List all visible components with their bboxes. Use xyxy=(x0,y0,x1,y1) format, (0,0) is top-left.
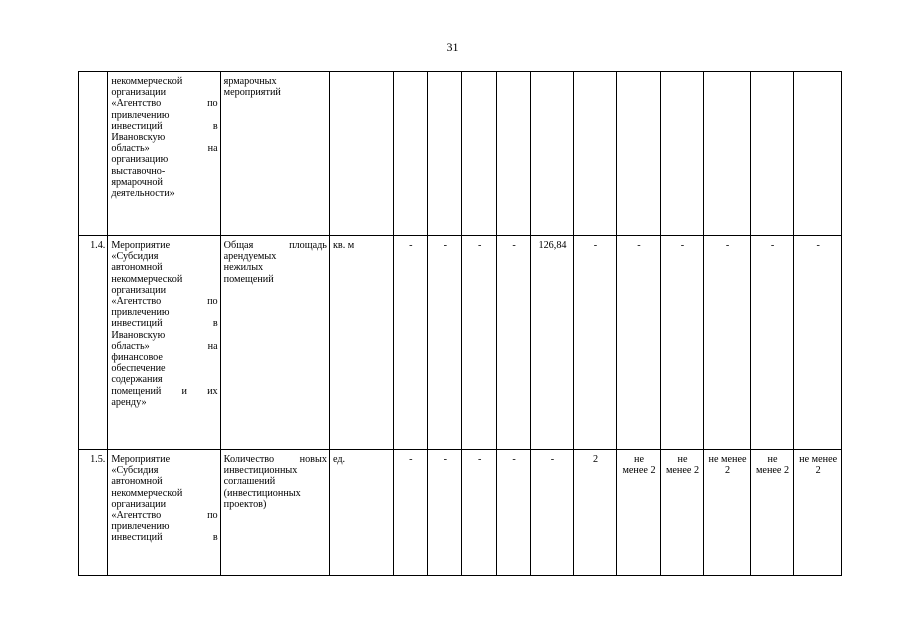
event-name-line xyxy=(111,454,217,465)
indicator-name-word: Количество xyxy=(223,454,275,465)
indicator-name-line xyxy=(224,87,327,98)
event-name-word: «Агентство xyxy=(111,510,162,522)
event-name-line xyxy=(111,330,217,341)
indicator-name-word: мероприятий xyxy=(223,87,281,99)
event-name-line xyxy=(111,188,217,199)
indicators-table xyxy=(78,71,842,576)
value-cell xyxy=(462,72,496,236)
indicator-name-word: проектов) xyxy=(223,498,267,510)
value-cell xyxy=(617,72,661,236)
value-cell xyxy=(704,72,751,236)
unit-cell: ед. xyxy=(329,450,393,576)
event-name-line xyxy=(111,154,217,165)
event-name-word: организации xyxy=(111,284,167,296)
event-name-word: организации xyxy=(111,87,167,99)
event-name-word: в xyxy=(212,120,218,132)
value-cell: - xyxy=(750,236,794,450)
event-name-line xyxy=(111,374,217,385)
event-name-line xyxy=(111,251,217,262)
event-name-word: автономной xyxy=(111,476,163,488)
value-cell: не менее 2 xyxy=(794,450,842,576)
event-name-word: деятельности» xyxy=(111,188,175,200)
indicator-name-line xyxy=(224,76,327,87)
indicator-name-cell xyxy=(220,236,329,450)
event-name-word: на xyxy=(207,143,218,155)
event-name-word: инвестиций xyxy=(111,532,163,544)
event-name-line xyxy=(111,499,217,510)
event-name-line xyxy=(111,110,217,121)
event-name-line xyxy=(111,363,217,374)
event-name-line xyxy=(111,87,217,98)
event-name-word: Мероприятие xyxy=(111,454,171,465)
event-name-line xyxy=(111,341,217,352)
event-name-word: организации xyxy=(111,498,167,510)
event-name-word: помещений xyxy=(111,385,162,397)
event-name-cell xyxy=(108,450,220,576)
indicator-name-line xyxy=(224,240,327,251)
event-name-word: «Агентство xyxy=(111,98,162,110)
indicator-name-word: помещений xyxy=(223,273,274,285)
event-name-line xyxy=(111,532,217,543)
event-name-word: по xyxy=(207,296,218,308)
indicator-name-line xyxy=(224,274,327,285)
value-cell: - xyxy=(428,236,462,450)
value-cell xyxy=(428,72,462,236)
event-name-word: привлечению xyxy=(111,109,170,121)
unit-cell: кв. м xyxy=(329,236,393,450)
value-cell: - xyxy=(531,450,574,576)
event-name-word: по xyxy=(207,98,218,110)
indicator-name-line xyxy=(224,465,327,476)
value-cell: - xyxy=(496,450,530,576)
event-name-word: ярмарочной xyxy=(111,176,163,188)
event-name-word: содержания xyxy=(111,374,163,386)
value-cell: - xyxy=(660,236,704,450)
value-cell: - xyxy=(428,450,462,576)
value-cell: - xyxy=(462,236,496,450)
indicator-name-line xyxy=(224,251,327,262)
event-name-line xyxy=(111,488,217,499)
row-number-cell: 1.5. xyxy=(79,450,108,576)
event-name-word: обеспечение xyxy=(111,363,166,375)
value-cell: не менее 2 xyxy=(704,450,751,576)
value-cell: - xyxy=(393,450,427,576)
table-row xyxy=(79,72,842,236)
event-name-word: инвестиций xyxy=(111,318,163,330)
event-name-word: Ивановскую xyxy=(111,329,166,341)
table-row xyxy=(79,450,842,576)
event-name-word: аренду» xyxy=(111,396,147,408)
event-name-word: их xyxy=(207,385,218,397)
event-name-cell xyxy=(108,72,220,236)
event-name-line xyxy=(111,397,217,408)
event-name-cell xyxy=(108,236,220,450)
event-name-word: по xyxy=(207,510,218,522)
event-name-line xyxy=(111,76,217,87)
value-cell: - xyxy=(704,236,751,450)
value-cell xyxy=(531,72,574,236)
event-name-line xyxy=(111,296,217,307)
value-cell: не менее 2 xyxy=(617,450,661,576)
value-cell: - xyxy=(462,450,496,576)
value-cell: - xyxy=(393,236,427,450)
indicator-name-word: Общая xyxy=(223,240,254,251)
value-cell xyxy=(660,72,704,236)
event-name-word: Мероприятие xyxy=(111,240,171,251)
event-name-word: некоммерческой xyxy=(111,487,183,499)
indicator-name-word: ярмарочных xyxy=(223,76,277,87)
event-name-word: область» xyxy=(111,143,150,155)
event-name-word: и xyxy=(181,385,187,397)
event-name-line xyxy=(111,476,217,487)
event-name-word: «Субсидия xyxy=(111,465,159,477)
event-name-line xyxy=(111,285,217,296)
indicator-name-line xyxy=(224,488,327,499)
table-row xyxy=(79,236,842,450)
event-name-word: автономной xyxy=(111,262,163,274)
event-name-word: организацию xyxy=(111,154,169,166)
indicator-name-word: арендуемых xyxy=(223,251,277,263)
value-cell: не менее 2 xyxy=(660,450,704,576)
indicator-name-word: (инвестиционных xyxy=(223,487,301,499)
event-name-line xyxy=(111,132,217,143)
event-name-word: на xyxy=(207,340,218,352)
value-cell xyxy=(573,72,617,236)
indicator-name-word: новых xyxy=(299,454,327,465)
event-name-line xyxy=(111,465,217,476)
event-name-word: в xyxy=(212,532,218,544)
value-cell xyxy=(496,72,530,236)
event-name-word: «Субсидия xyxy=(111,251,159,263)
event-name-word: некоммерческой xyxy=(111,273,183,285)
event-name-line xyxy=(111,307,217,318)
event-name-line xyxy=(111,143,217,154)
page-number: 31 xyxy=(446,40,459,54)
event-name-word: привлечению xyxy=(111,307,170,319)
indicator-name-word: нежилых xyxy=(223,262,264,274)
indicator-name-word: соглашений xyxy=(223,476,276,488)
row-number-cell xyxy=(79,72,108,236)
value-cell: - xyxy=(573,236,617,450)
indicator-name-cell xyxy=(220,72,329,236)
value-cell xyxy=(794,72,842,236)
indicator-name-line xyxy=(224,454,327,465)
event-name-word: финансовое xyxy=(111,352,163,364)
event-name-line xyxy=(111,352,217,363)
indicator-name-line xyxy=(224,476,327,487)
indicator-name-word: инвестиционных xyxy=(223,465,298,477)
indicator-name-line xyxy=(224,499,327,510)
event-name-line xyxy=(111,121,217,132)
value-cell: - xyxy=(617,236,661,450)
event-name-line xyxy=(111,521,217,532)
indicator-name-line xyxy=(224,262,327,273)
event-name-line xyxy=(111,177,217,188)
value-cell: - xyxy=(496,236,530,450)
value-cell: не менее 2 xyxy=(750,450,794,576)
value-cell xyxy=(750,72,794,236)
value-cell: 126,84 xyxy=(531,236,574,450)
row-number-cell: 1.4. xyxy=(79,236,108,450)
event-name-line xyxy=(111,240,217,251)
event-name-line xyxy=(111,510,217,521)
value-cell xyxy=(393,72,427,236)
event-name-word: «Агентство xyxy=(111,296,162,308)
event-name-line xyxy=(111,98,217,109)
event-name-word: некоммерческой xyxy=(111,76,183,87)
event-name-line xyxy=(111,262,217,273)
event-name-line xyxy=(111,318,217,329)
indicator-name-cell xyxy=(220,450,329,576)
unit-cell xyxy=(329,72,393,236)
event-name-word: область» xyxy=(111,340,150,352)
event-name-word: выставочно- xyxy=(111,165,166,177)
event-name-word: инвестиций xyxy=(111,120,163,132)
event-name-line xyxy=(111,386,217,397)
event-name-line xyxy=(111,274,217,285)
value-cell: - xyxy=(794,236,842,450)
indicator-name-word: площадь xyxy=(289,240,327,251)
table-body xyxy=(79,72,842,576)
event-name-word: в xyxy=(212,318,218,330)
value-cell: 2 xyxy=(573,450,617,576)
event-name-line xyxy=(111,166,217,177)
event-name-word: привлечению xyxy=(111,521,170,533)
event-name-word: Ивановскую xyxy=(111,132,166,144)
